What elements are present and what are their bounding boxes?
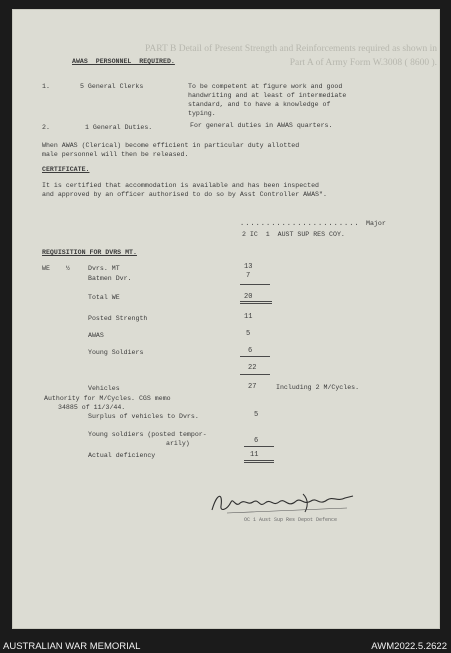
item-1-role: 5 General Clerks [80,83,144,90]
item-1-desc-3: standard, and to have a knowledge of [188,101,331,108]
rule-deficiency-1 [244,460,274,461]
row-dvrs-mt-value: 13 [244,263,253,271]
signature-caption: OC 1 Aust Sup Res Depot Defence [244,517,338,523]
signature-dots: ....................... [240,220,360,228]
young-posted-value: 6 [254,437,259,445]
we-label: WE [42,265,50,272]
surplus-label: Surplus of vehicles to Dvrs. [88,413,199,420]
item-1-desc-1: To be competent at figure work and good [188,83,343,90]
rule-deficiency-2 [244,462,274,463]
bleed-line-2: Part A of Army Form W.3008 ( 8600 ). [289,58,437,68]
footer-institution: AUSTRALIAN WAR MEMORIAL [3,641,141,652]
signature-title: 2 IC 1 AUST SUP RES COY. [242,231,345,238]
footer-reference: AWM2022.5.2622 [371,641,447,652]
section-heading-awas: AWAS PERSONNEL REQUIRED. [72,58,175,65]
rule-subtotal [240,284,270,285]
row-posted-strength-label: Posted Strength [88,315,148,322]
row-posted-strength-value: 11 [244,313,253,321]
rule-deficiency-top [244,446,274,447]
row-batmen-label: Batmen Dvr. [88,275,132,282]
authority-line-2: 34885 of 11/3/44. [58,404,126,411]
vehicles-value: 27 [248,383,257,391]
row-young-soldiers-value: 6 [248,347,253,355]
rule-total-1 [240,301,272,302]
item-1-number: 1. [42,83,50,90]
certificate-line-1: It is certified that accommodation is available and has been inspected [42,182,319,189]
item-2-role: 1 General Duties. [85,124,153,131]
archive-footer [0,633,451,653]
requisition-heading: REQUISITION FOR DVRS MT. [42,249,137,256]
young-posted-label-2: arily) [166,440,190,447]
item-2-desc-1: For general duties in AWAS quarters. [190,122,333,129]
row-strength-total-value: 22 [248,364,257,372]
row-batmen-value: 7 [246,272,251,280]
row-total-we-label: Total WE [88,294,120,301]
row-dvrs-mt-label: Dvrs. MT [88,265,120,272]
authority-line-1: Authority for M/Cycles. CGS memo [44,395,171,402]
deficiency-label: Actual deficiency [88,452,156,459]
certificate-line-2: and approved by an officer authorised to do so by Asst Controller AWAS". [42,191,327,198]
vehicles-label: Vehicles [88,385,120,392]
item-2-number: 2. [42,124,50,131]
we-mark: ½ [66,265,70,272]
row-awas-label: AWAS [88,332,104,339]
item-1-desc-2: handwriting and at least of intermediate [188,92,347,99]
note-line-2: male personnel will then be released. [42,151,189,158]
item-1-desc-4: typing. [188,110,216,117]
vehicles-note: Including 2 M/Cycles. [276,384,360,391]
bleed-line-1: PART B Detail of Present Strength and Reinforcements required as shown in [144,44,437,54]
row-young-soldiers-label: Young Soldiers [88,349,144,356]
handwritten-signature [207,488,357,518]
certificate-heading: CERTIFICATE. [42,166,90,173]
note-line-1: When AWAS (Clerical) become efficient in particular duty allotted [42,142,300,149]
rule-total-2 [240,303,272,304]
rule-strength-total [240,374,270,375]
deficiency-value: 11 [250,451,259,459]
row-awas-value: 5 [246,330,251,338]
rule-strength [240,356,270,357]
signature-rank: Major [366,220,386,227]
surplus-value: 5 [254,411,259,419]
young-posted-label-1: Young soldiers (posted tempor- [88,431,207,438]
row-total-we-value: 20 [244,293,253,301]
